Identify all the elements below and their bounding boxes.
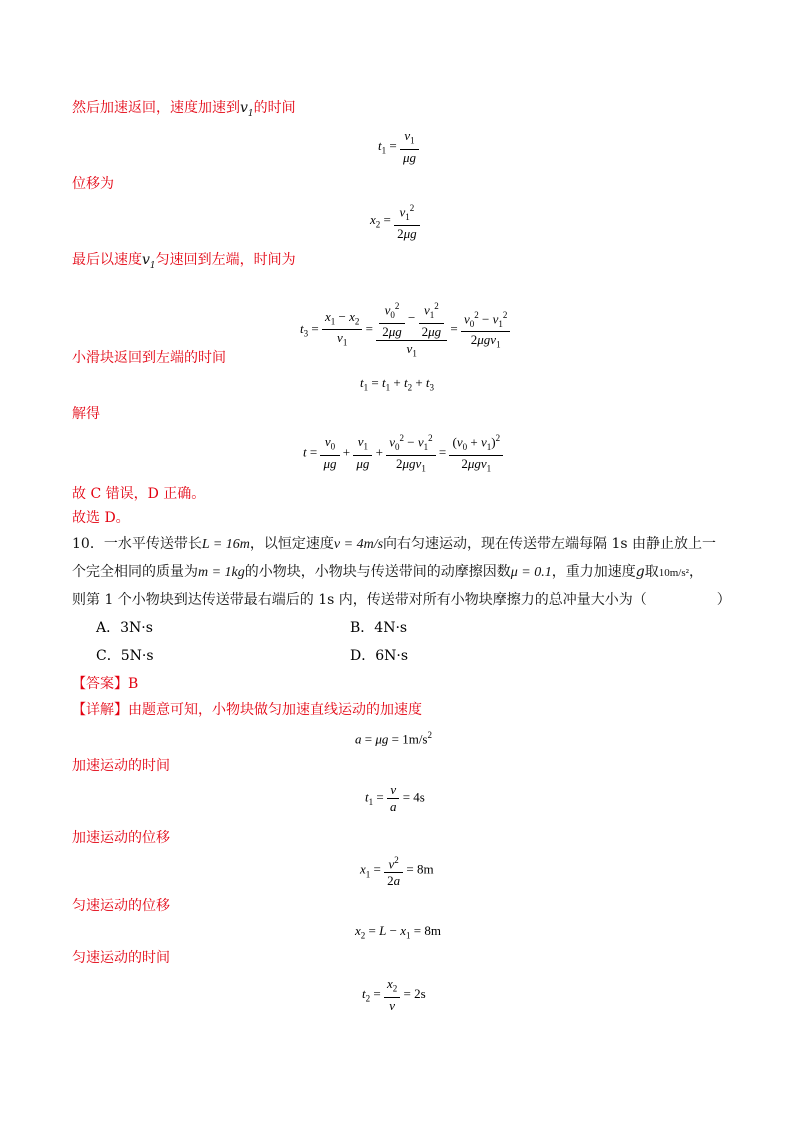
question-10-line-2: 个完全相同的质量为m = 1kg的小物块，小物块与传送带间的动摩擦因数μ = 0.1，重力加速度g取10m/s²， [72,564,703,580]
detail-line: 【详解】由题意可知，小物块做匀加速直线运动的加速度 [72,702,422,718]
text-line-return-time: 小滑块返回到左端的时间 [72,350,226,366]
equation-t3: $t_3$ = $\frac{x_1 - x_2}{v_1}$ = $\frac{v_0^2}{2\mu g}$ − $\frac{v_1^2}{2\mu g}$ $v_1$ = $\frac{v_0^2 - v_1^2}{2\mu gv_1}$ [300,298,510,362]
text-line-c-wrong: 故 C 错误，D 正确。 [72,486,206,502]
math-L: L = 16m [201,537,250,552]
text-line-accel-disp: 加速运动的位移 [72,830,170,846]
math-gval: 10m/s² [658,567,689,579]
text-line-uniform-disp: 匀速运动的位移 [72,898,170,914]
text-line-then-accel: 然后加速返回，速度加速到$v_1$的时间 [72,100,296,119]
math-m: m = 1kg [198,565,245,580]
option-c[interactable]: C．5N·s [96,648,154,664]
equation-total: $t_1 = t_1 + t_2 + t_3$ [360,375,435,393]
equation-t1-b: $t_1$ = $\frac{v}{a}$ = 4s [365,782,425,814]
text-line-displacement: 位移为 [72,176,114,192]
equation-t: t = $\frac{v_0}{\mu g}$ + $\frac{v_1}{\mu g}$ + $\frac{v_0^2 - v_1^2}{2\mu gv_1}$ = $\frac{(v_0 + v_1)^2}{2\mu gv_1}$ [303,430,503,477]
option-b[interactable]: B．4N·s [350,620,408,636]
text-line-accel-time: 加速运动的时间 [72,758,170,774]
equation-a: $a = \mu g = 1m/s^2$ [355,730,432,747]
option-a[interactable]: A．3N·s [96,620,153,636]
option-d[interactable]: D．6N·s [350,648,409,664]
text-line-uniform-time: 匀速运动的时间 [72,950,170,966]
text-line-solve: 解得 [72,406,100,422]
answer-line: 【答案】B [72,676,139,692]
equation-x2: $x_2$ = $\frac{v_1^2}{2\mu g}$ [370,200,420,242]
math-mu: μ = 0.1 [510,565,552,580]
text-line-choose-d: 故选 D。 [72,510,130,526]
question-10-line-3: 则第 1 个小物块到达传送带最右端后的 1s 内，传送带对所有小物块摩擦力的总冲量大小为（ ） [72,592,731,608]
math-v: v = 4m/s [333,537,384,552]
text-line-last-uniform: 最后以速度$v_1$匀速回到左端，时间为 [72,252,296,271]
equation-t2: $t_2$ = $\frac{x_2}{v}$ = 2s [362,976,426,1013]
question-10-line-1: 10．一水平传送带长L = 16m，以恒定速度v = 4m/s向右匀速运动，现在传送带左端每隔 1s 由静止放上一 [72,536,717,552]
math-v1-b: $v_1$ [142,252,156,271]
equation-t1: $t_1$ = $\frac{v_1}{\mu g}$ [378,128,419,166]
equation-x1: $x_1$ = $\frac{v^2}{2a}$ = 8m [360,852,434,889]
math-v1: $v_1$ [240,100,254,119]
math-g: g [635,564,645,580]
equation-x2-b: $x_2 = L - x_1 = 8m$ [355,923,441,941]
